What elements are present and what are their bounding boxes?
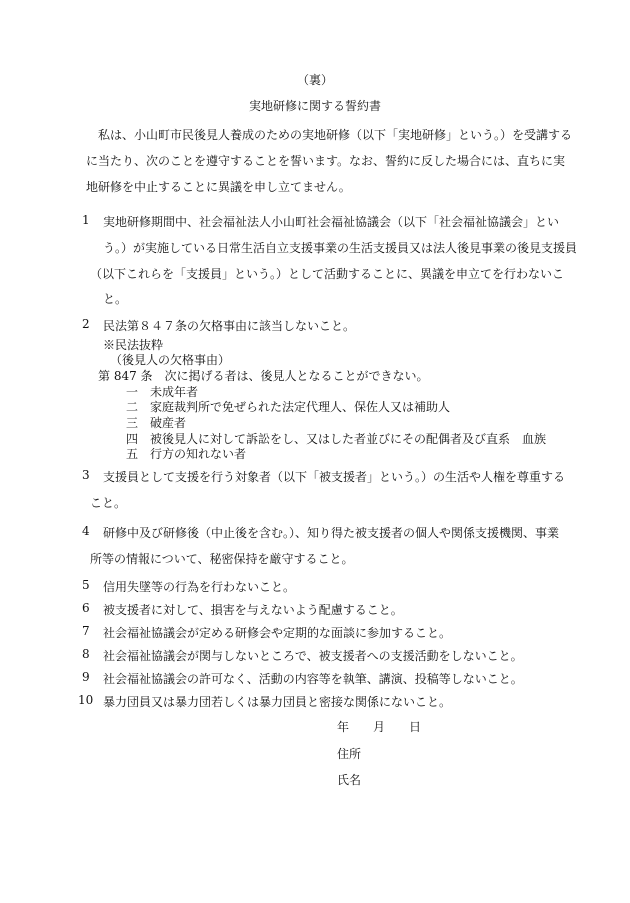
signature-date: 年 月 日 — [337, 720, 422, 734]
item-line: 暴力団員又は暴力団若しくは暴力団員と密接な関係にないこと。 — [103, 695, 452, 709]
item-number: 7 — [82, 624, 90, 638]
clause-text: 被後見人に対して訴訟をし、又はした者並びにその配偶者及び直系 血族 — [150, 432, 547, 446]
item-line: 社会福祉協議会の許可なく、活動の内容等を執筆、講演、投稿等しないこと。 — [103, 672, 523, 686]
item-number: 5 — [82, 578, 90, 592]
clause-text: 未成年者 — [150, 385, 199, 399]
intro-line-1: 私は、小山町市民後見人養成のための実地研修（以下「実地研修」という。）を受講する — [86, 128, 573, 142]
item-line: 社会福祉協議会が定める研修会や定期的な面談に参加すること。 — [103, 626, 452, 640]
item-line: 所等の情報について、秘密保持を厳守すること。 — [90, 552, 354, 566]
item-line: こと。 — [90, 496, 127, 510]
item-number: 2 — [82, 317, 90, 331]
item-number: 1 — [82, 213, 90, 227]
excerpt-subheading: （後見人の欠格事由） — [110, 353, 231, 367]
item-line: う。）が実施している日常生活自立支援事業の生活支援員又は法人後見事業の後見支援員 — [103, 241, 578, 255]
signature-address-label: 住所 — [337, 747, 362, 761]
excerpt-heading: ※民法抜粋 — [103, 338, 164, 352]
excerpt-article: 第 847 条 次に掲げる者は、後見人となることができない。 — [98, 369, 429, 383]
clause-number: 三 — [126, 416, 139, 430]
item-line: 被支援者に対して、損害を与えないよう配慮すること。 — [103, 603, 403, 617]
item-number: 10 — [78, 693, 94, 707]
item-number: 6 — [82, 601, 90, 615]
clause-number: 四 — [126, 432, 139, 446]
clause-number: 五 — [126, 447, 139, 461]
item-line: 支援員として支援を行う対象者（以下「被支援者」という。）の生活や人権を尊重する — [103, 470, 566, 484]
page-title: 実地研修に関する誓約書 — [248, 99, 381, 113]
item-number: 4 — [82, 524, 90, 538]
item-line: 研修中及び研修後（中止後を含む。）、知り得た被支援者の個人や関係支援機関、事業 — [103, 526, 560, 540]
intro-line-2: に当たり、次のことを遵守することを誓います。なお、誓約に反した場合には、直ちに実 — [86, 154, 566, 168]
item-number: 9 — [82, 670, 90, 684]
item-line: と。 — [103, 292, 128, 306]
clause-text: 破産者 — [150, 416, 187, 430]
item-line: 実地研修期間中、社会福祉法人小山町社会福祉協議会（以下「社会福祉協議会」とい — [103, 215, 560, 229]
clause-number: 二 — [126, 400, 139, 414]
item-number: 8 — [82, 647, 90, 661]
item-line: （以下これらを「支援員」という。）として活動することに、異議を申立てを行わないこ — [90, 267, 565, 281]
clause-text: 家庭裁判所で免ぜられた法定代理人、保佐人又は補助人 — [150, 400, 451, 414]
item-line: 信用失墜等の行為を行わないこと。 — [103, 580, 296, 594]
intro-line-3: 地研修を中止することに異議を申し立てません。 — [86, 180, 351, 194]
item-line: 社会福祉協議会が関与しないところで、被支援者への支援活動をしないこと。 — [103, 649, 523, 663]
clause-number: 一 — [126, 385, 139, 399]
item-line: 民法第８４７条の欠格事由に該当しないこと。 — [103, 319, 356, 333]
item-number: 3 — [82, 468, 90, 482]
clause-text: 行方の知れない者 — [150, 447, 247, 461]
signature-name-label: 氏名 — [337, 773, 362, 787]
back-side-mark: （裏） — [296, 73, 333, 87]
